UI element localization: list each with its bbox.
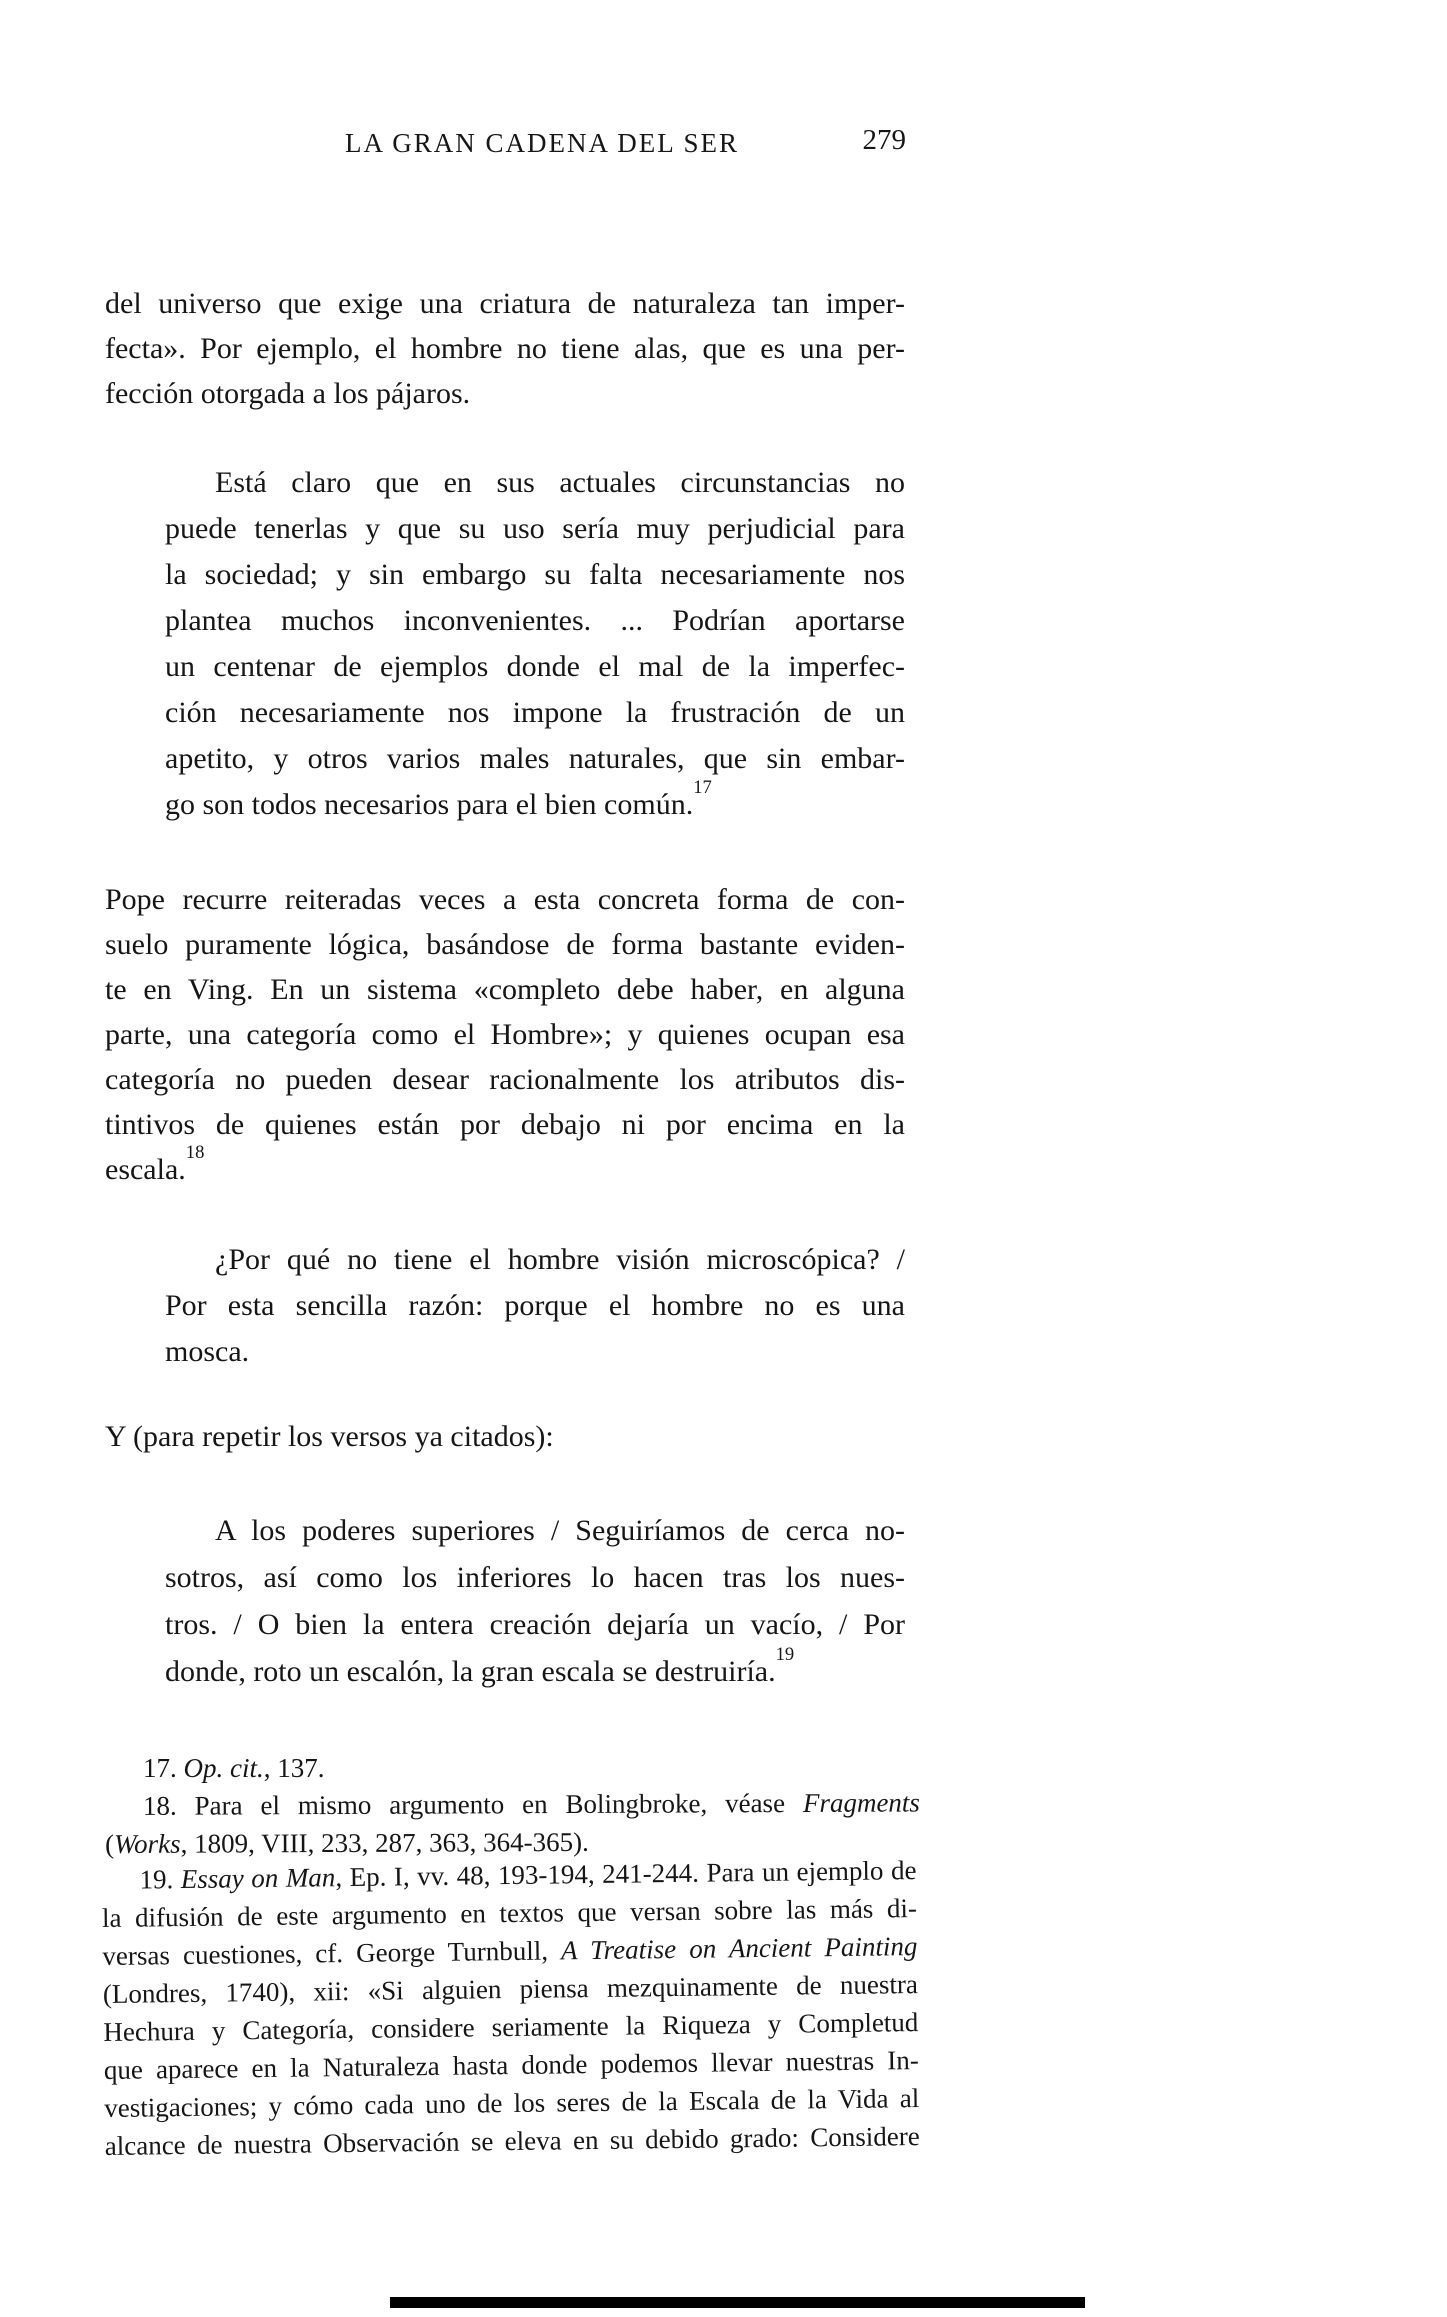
paragraph-intro-verses: Y (para repetir los versos ya citados): [105, 1420, 554, 1453]
paragraph-pope: Pope recurre reiteradas veces a esta concreta forma de con- suelo puramente lógica, basándose de forma bastante eviden- te en Ving. En un sistema «completo debe haber, en alguna parte, una categoría como el Hombre»; y quienes ocupan esa categoría no pueden desear racionalmente los atributos dis- tintivos de quienes están por debajo ni por encima en la escala.$^{18}$ [105, 883, 905, 1186]
scan-artifact-bar [390, 2297, 1085, 2308]
footnote-19: 19. Essay on Man, Ep. I, vv. 48, 193-194, 241-244. Para un ejemplo de la difusión de este argumento en textos que versan sobre las más di- versas cuestiones, cf. George Turnbull, A Treatise on Ancient Painting (Londres, 1740), xii: «Si alguien piensa mezquinamente de nuestra Hechura y Categoría, considere seriamente la Riqueza y Completud que aparece en la Naturaleza hasta donde podemos llevar nuestras In- vestigaciones; y cómo cada uno de los seres de la Escala de la Vida al alcance de nuestra Observación se eleva en su debido grado: Considere [101, 1855, 920, 2162]
block-quote-imperfection: Está claro que en sus actuales circunstancias no puede tenerlas y que su uso sería muy perjudicial para la sociedad; y sin embargo su falta necesariamente nos plantea muchos inconvenientes. ... Podrían aportarse un centenar de ejemplos donde el mal de la imperfec- ción necesariamente nos impone la frustración de un apetito, y otros varios males naturales, que sin embar- go son todos necesarios para el bien común.$^{17}$ [165, 466, 905, 821]
block-quote-microscopic-vision: ¿Por qué no tiene el hombre visión microscópica? / Por esta sencilla razón: porque el hombre no es una mosca. [165, 1243, 905, 1368]
footnote-17: 17. Op. cit., 137. [143, 1753, 325, 1783]
paragraph-continuation: del universo que exige una criatura de naturaleza tan imper- fecta». Por ejemplo, el hombre no tiene alas, que es una per- fección otorgada a los pájaros. [105, 287, 905, 410]
block-quote-verses: A los poderes superiores / Seguiríamos de cerca no- sotros, así como los inferiores lo hacen tras los nues- tros. / O bien la entera creación dejaría un vacío, / Por donde, roto un escalón, la gran escala se destruiría.$^{19}$ [165, 1514, 905, 1688]
page-number: 279 [862, 124, 906, 156]
footnote-18: 18. Para el mismo argumento en Bolingbroke, véase Fragments (Works, 1809, VIII, 233, 287, 363, 364-365). [105, 1787, 920, 1859]
running-header-title: LA GRAN CADENA DEL SER [345, 128, 740, 158]
